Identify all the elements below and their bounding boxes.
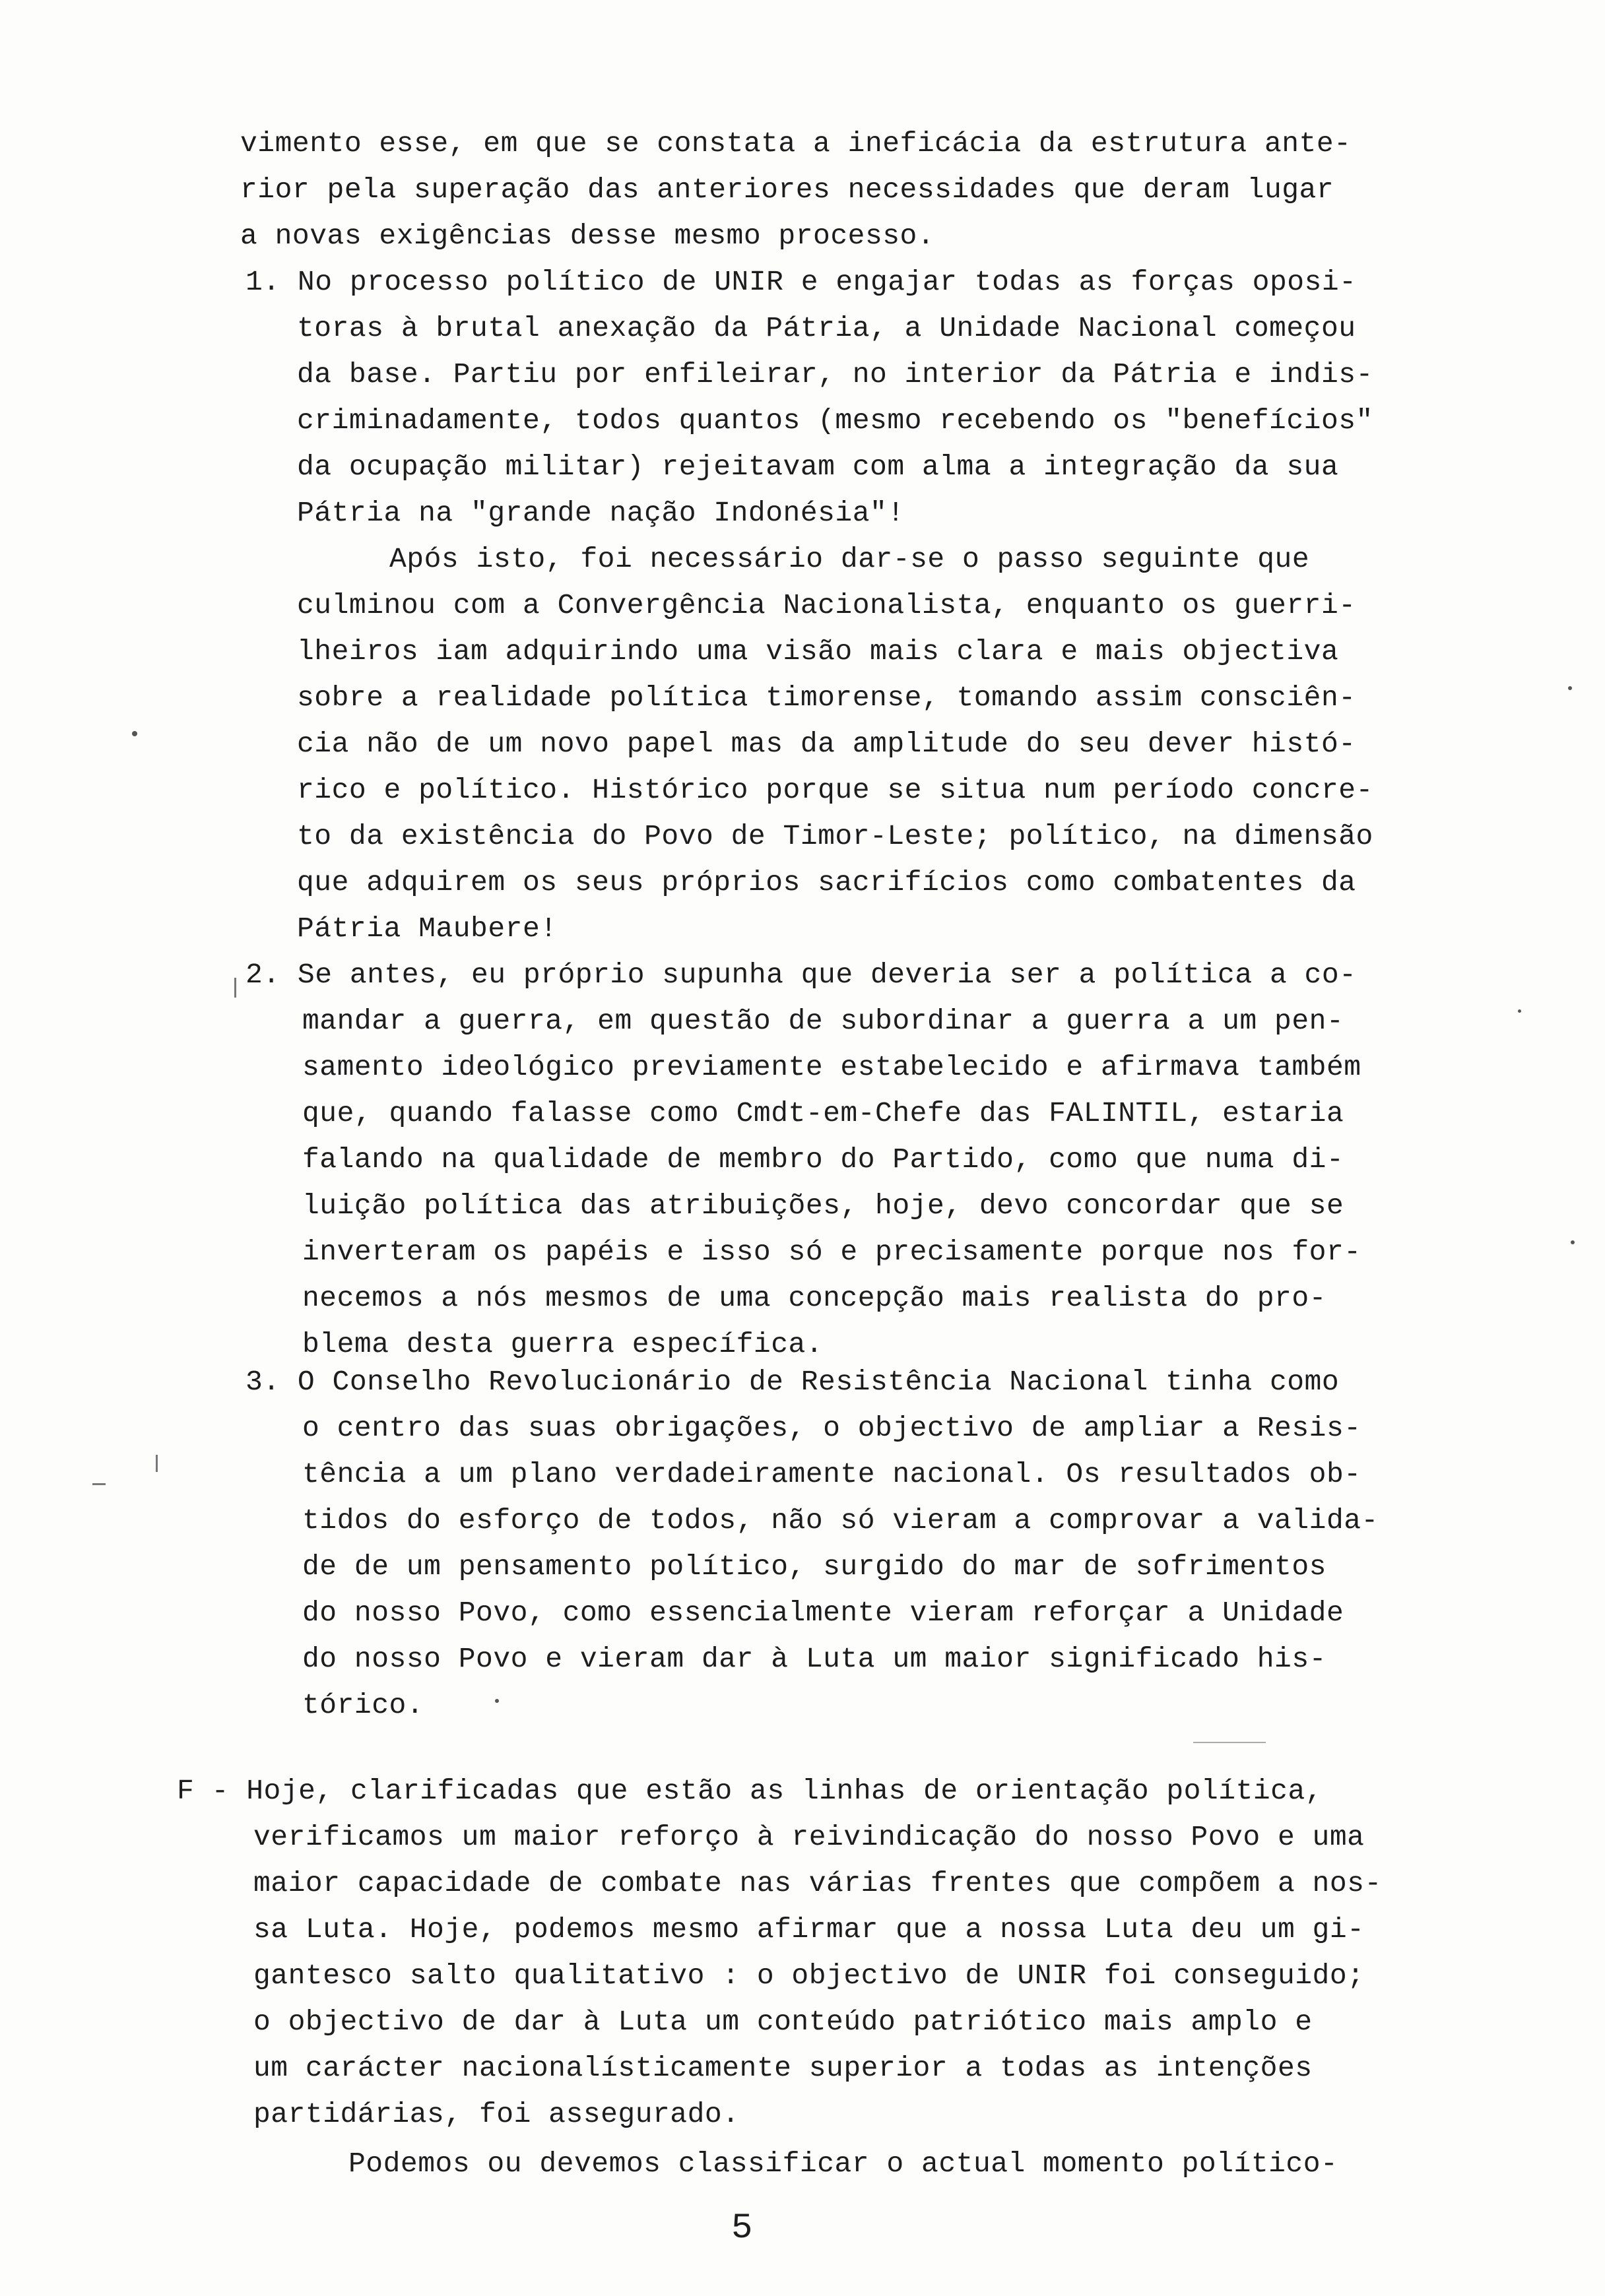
scan-mark	[234, 978, 236, 998]
text-line: Podemos ou devemos classificar o actual momento político-	[348, 2148, 1338, 2180]
text-line: que adquirem os seus próprios sacrifícios como combatentes da	[297, 866, 1356, 899]
scan-speck	[132, 731, 137, 736]
text-line: o objectivo de dar à Luta um conteúdo patriótico mais amplo e	[253, 2006, 1313, 2038]
text-line: do nosso Povo, como essencialmente vieram reforçar a Unidade	[302, 1597, 1344, 1629]
text-line: sobre a realidade política timorense, tomando assim consciên-	[297, 682, 1356, 714]
scan-mark	[92, 1483, 106, 1485]
text-line: necemos a nós mesmos de uma concepção mais realista do pro-	[302, 1282, 1327, 1314]
text-line: tidos do esforço de todos, não só vieram a comprovar a valida-	[302, 1504, 1379, 1537]
text-line: Pátria na "grande nação Indonésia"!	[297, 497, 905, 529]
text-line: que, quando falasse como Cmdt-em-Chefe das FALINTIL, estaria	[302, 1097, 1344, 1130]
scan-mark	[156, 1455, 158, 1472]
text-line: to da existência do Povo de Timor-Leste; político, na dimensão	[297, 820, 1373, 852]
scan-speck	[1571, 1240, 1575, 1244]
text-line: verificamos um maior reforço à reivindicação do nosso Povo e uma	[253, 1821, 1365, 1853]
text-line: Após isto, foi necessário dar-se o passo seguinte que	[389, 543, 1310, 575]
text-line: do nosso Povo e vieram dar à Luta um maior significado his-	[302, 1643, 1327, 1675]
text-line: tência a um plano verdadeiramente nacional. Os resultados ob-	[302, 1458, 1361, 1490]
text-line: sa Luta. Hoje, podemos mesmo afirmar que a nossa Luta deu um gi-	[253, 1913, 1365, 1946]
scan-speck	[1568, 686, 1572, 690]
text-line: rico e político. Histórico porque se situa num período concre-	[297, 774, 1373, 806]
text-line: toras à brutal anexação da Pátria, a Unidade Nacional começou	[297, 312, 1356, 344]
scan-speck	[495, 1699, 499, 1703]
text-line: luição política das atribuições, hoje, devo concordar que se	[302, 1190, 1344, 1222]
text-line: gantesco salto qualitativo : o objectivo de UNIR foi conseguido;	[253, 1960, 1365, 1992]
text-line: vimento esse, em que se constata a ineficácia da estrutura ante-	[240, 127, 1352, 160]
page-number: 5	[731, 2208, 753, 2248]
text-line: 3. O Conselho Revolucionário de Resistência Nacional tinha como	[246, 1366, 1340, 1398]
text-line: a novas exigências desse mesmo processo.	[240, 220, 935, 252]
text-line: lheiros iam adquirindo uma visão mais clara e mais objectiva	[297, 635, 1339, 668]
text-line: 1. No processo político de UNIR e engajar todas as forças oposi-	[246, 266, 1357, 298]
text-line: falando na qualidade de membro do Partido, como que numa di-	[302, 1143, 1344, 1176]
text-line: samento ideológico previamente estabelecido e afirmava também	[302, 1051, 1361, 1083]
text-line: inverteram os papéis e isso só e precisamente porque nos for-	[302, 1236, 1361, 1268]
text-line: tórico.	[302, 1689, 424, 1721]
scan-speck	[1518, 1009, 1521, 1013]
text-line: criminadamente, todos quantos (mesmo recebendo os "benefícios"	[297, 404, 1373, 437]
text-line: partidárias, foi assegurado.	[253, 2098, 740, 2130]
text-line: blema desta guerra específica.	[302, 1328, 824, 1360]
text-line: F - Hoje, clarificadas que estão as linhas de orientação política,	[177, 1775, 1323, 1807]
text-line: da base. Partiu por enfileirar, no interior da Pátria e indis-	[297, 358, 1373, 391]
text-line: de de um pensamento político, surgido do mar de sofrimentos	[302, 1550, 1327, 1583]
text-line: culminou com a Convergência Nacionalista, enquanto os guerri-	[297, 589, 1356, 622]
text-line: rior pela superação das anteriores necessidades que deram lugar	[240, 174, 1334, 206]
text-line: da ocupação militar) rejeitavam com alma a integração da sua	[297, 451, 1339, 483]
text-line: cia não de um novo papel mas da amplitude do seu dever histó-	[297, 728, 1356, 760]
text-line: 2. Se antes, eu próprio supunha que deveria ser a política a co-	[246, 959, 1357, 991]
text-line: maior capacidade de combate nas várias frentes que compõem a nos-	[253, 1867, 1382, 1899]
scan-mark	[1193, 1742, 1266, 1743]
text-line: Pátria Maubere!	[297, 912, 558, 945]
text-line: o centro das suas obrigações, o objectivo de ampliar a Resis-	[302, 1412, 1361, 1444]
text-line: mandar a guerra, em questão de subordinar a guerra a um pen-	[302, 1005, 1344, 1037]
text-line: um carácter nacionalísticamente superior a todas as intenções	[253, 2052, 1313, 2084]
